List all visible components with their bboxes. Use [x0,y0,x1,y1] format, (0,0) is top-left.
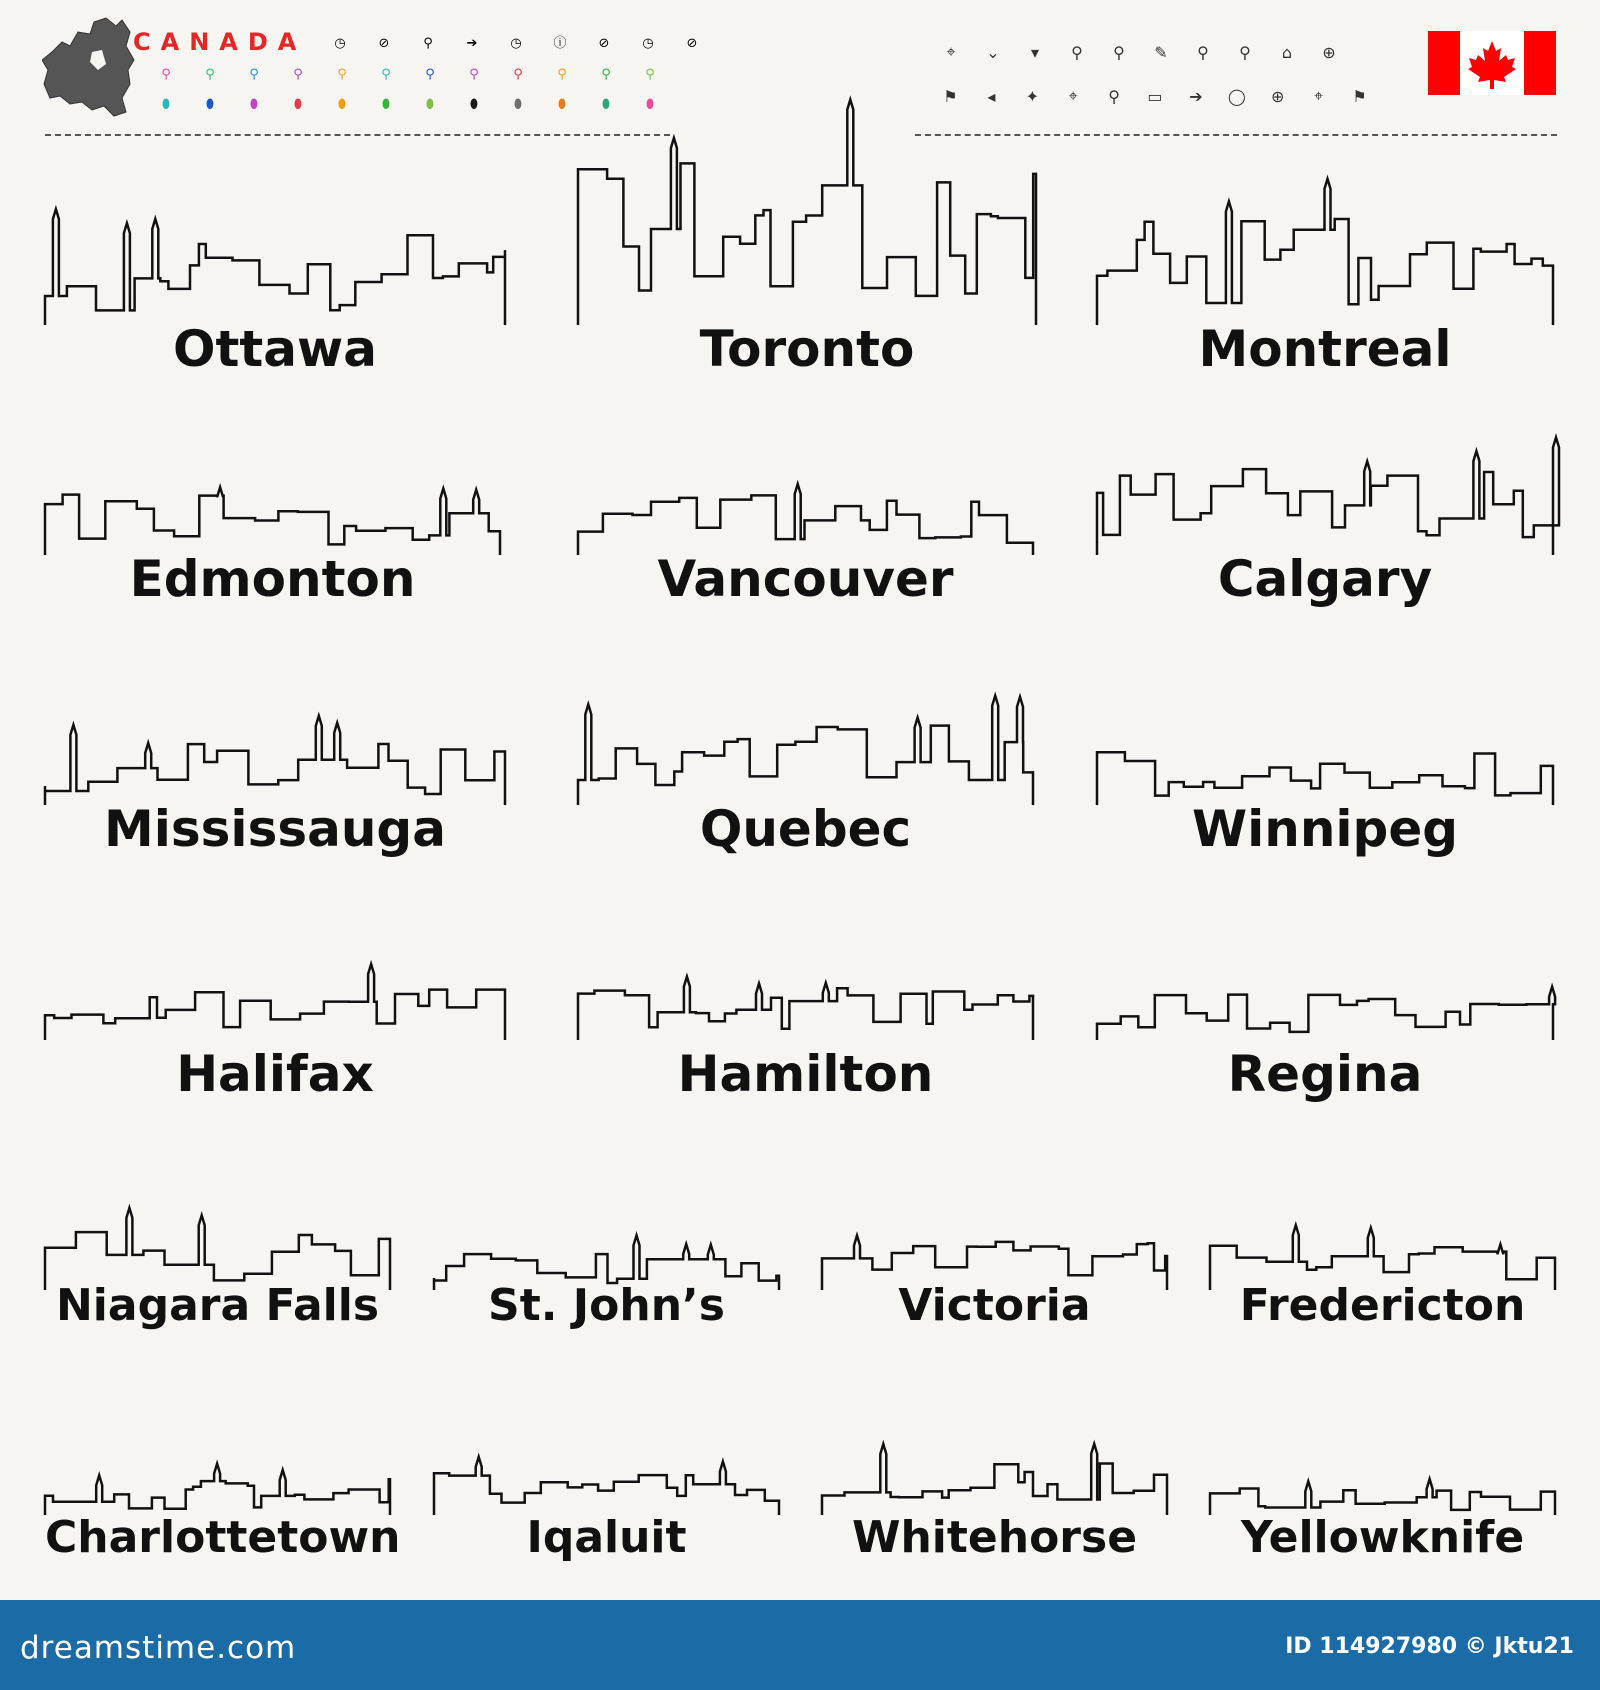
skyline-outline-hamilton [578,955,1033,1040]
city-name-yellowknife: Yellowknife [1240,1512,1525,1563]
location-pin-icon: ⬮ [601,97,611,112]
skyline-path [578,484,1033,555]
pin-icon: ⚲ [1071,42,1083,62]
skyline-path [1097,752,1553,805]
skyline-card-fredericton [1210,1220,1555,1334]
skyline-outline-iqaluit [434,1440,779,1515]
skyline-card-charlottetown [45,1455,401,1566]
skyline-path [45,964,505,1040]
skyline-card-mississauga [45,710,505,860]
clock-icon: ◷ [642,36,654,51]
location-pin-icon: ⚲ [513,67,523,82]
skyline-outline-montreal [1097,160,1553,325]
skyline-card-whitehorse [822,1435,1167,1566]
location-pin-icon: ⚲ [293,67,303,82]
city-name-iqaluit: Iqaluit [526,1512,687,1563]
canada-map-icon [42,12,136,122]
city-name-charlottetown: Charlottetown [45,1512,401,1563]
city-name-niagara-falls: Niagara Falls [55,1280,380,1331]
compass-icon: ⊘ [598,36,610,51]
signpost-icon: ⌖ [1314,86,1324,105]
skyline-outline-victoria [822,1210,1167,1290]
skyline-path [1097,987,1555,1040]
compass-icon: ⊘ [378,36,390,51]
skyline-card-calgary [1097,420,1553,610]
city-name-montreal: Montreal [1198,320,1452,378]
speech-icon: ◯ [1227,86,1246,106]
location-pin-icon: ⬮ [513,97,523,112]
skyline-card-winnipeg [1097,720,1553,860]
skyline-outline-toronto [578,70,1036,325]
skyline-card-halifax [45,960,505,1105]
globe-icon: ⊕ [1271,86,1285,106]
city-name-whitehorse: Whitehorse [851,1512,1138,1563]
home-icon: ⌂ [1281,42,1293,62]
city-name-ottawa: Ottawa [173,320,377,378]
clock-icon: ◷ [334,36,346,51]
chevron-down-icon: ⌄ [986,42,1000,62]
skyline-path [1097,437,1559,555]
arrow-icon: ➔ [1189,86,1203,106]
arrow-icon: ➔ [466,36,478,51]
country-title: CANADA [133,28,307,56]
globe-icon: ⊕ [1322,42,1336,62]
city-name-toronto: Toronto [699,320,915,378]
location-pin-icon: ⚲ [205,67,215,82]
city-name-victoria: Victoria [898,1280,1091,1331]
city-name-hamilton: Hamilton [677,1045,934,1103]
skyline-card-victoria [822,1210,1167,1334]
clock-icon: ◷ [510,36,522,51]
skyline-card-iqaluit [434,1440,779,1566]
location-pin-icon: ⬮ [557,97,567,112]
city-name-calgary: Calgary [1217,550,1433,608]
location-pin-icon: ⚲ [161,67,171,82]
city-name-fredericton: Fredericton [1239,1280,1526,1331]
skyline-card-st-john-s [434,1230,779,1334]
skyline-card-yellowknife [1210,1470,1555,1566]
location-pin-icon: ⬮ [249,97,259,112]
location-pin-icon: ⬮ [645,97,655,112]
city-name-mississauga: Mississauga [104,800,446,858]
skyline-card-toronto [578,70,1036,380]
skyline-path [578,977,1033,1040]
location-pin-icon: ⬮ [161,97,171,112]
skyline-path [822,1444,1167,1515]
skyline-path [45,209,505,325]
skyline-path [1097,179,1553,325]
pin-icon: ⚲ [1113,42,1125,62]
pushpin-icon: ✎ [1154,42,1168,62]
skyline-path [578,696,1033,805]
location-pin-icon: ⚲ [469,67,479,82]
location-pin-icon: ⚲ [381,67,391,82]
signboard-icon: ▭ [1147,86,1163,106]
skyline-outline-quebec [578,680,1033,805]
location-pin-icon: ⬮ [469,97,479,112]
triangle-flag-icon: ◂ [987,86,996,106]
skyline-card-regina [1097,970,1553,1105]
skyline-path [578,100,1036,325]
header-divider-left [45,134,670,136]
location-pin-icon: ⚲ [337,67,347,82]
skyline-outline-ottawa [45,180,505,325]
skyline-outline-yellowknife [1210,1470,1555,1515]
skyline-outline-vancouver [578,450,1033,555]
skyline-outline-charlottetown [45,1455,390,1515]
skyline-path [45,716,505,805]
skyline-path [45,1208,390,1290]
watermark-footer [0,1600,1600,1690]
skyline-card-niagara-falls [45,1200,390,1334]
city-name-st-john-s: St. John’s [488,1280,725,1331]
skyline-path [434,1457,779,1515]
location-pin-icon: ⬮ [205,97,215,112]
location-pin-icon: ⚲ [249,67,259,82]
image-credit: ID 114927980 © Jktu21 [1285,1634,1574,1659]
info-icon: ⓘ [553,36,567,51]
compass-icon: ⊘ [686,36,698,51]
pin-icon: ⚲ [1239,42,1251,62]
city-name-edmonton: Edmonton [129,550,416,608]
location-pin-icon: ⚲ [425,67,435,82]
signpost-icon: ⌖ [1068,86,1078,105]
location-pin-icon: ⚲ [645,67,655,82]
flag-icon: ⚑ [943,86,958,106]
skyline-card-quebec [578,680,1033,860]
city-name-winnipeg: Winnipeg [1191,800,1459,858]
skyline-path [45,1464,390,1515]
pin-icon: ⚲ [1197,42,1209,62]
skyline-outline-calgary [1097,420,1553,555]
city-name-regina: Regina [1227,1045,1423,1103]
city-name-quebec: Quebec [699,800,912,858]
arrow-down-icon: ▾ [1030,42,1040,62]
city-name-vancouver: Vancouver [657,550,954,608]
map-icons-row-1 [930,30,1380,74]
location-pin-icon: ⚲ [601,67,611,82]
location-pin-icon: ⚲ [557,67,567,82]
flag-icon: ⚑ [1352,86,1367,106]
stock-logo: dreamstime.com [20,1630,297,1666]
skyline-outline-mississauga [45,710,505,805]
city-name-halifax: Halifax [176,1045,374,1103]
location-pin-icon: ⬮ [337,97,347,112]
skyline-outline-whitehorse [822,1435,1167,1515]
skyline-card-hamilton [578,955,1033,1105]
skyline-card-ottawa [45,180,505,380]
skyline-outline-halifax [45,960,505,1040]
skyline-outline-edmonton [45,460,500,555]
skyline-card-montreal [1097,160,1553,380]
skyline-path [1210,1479,1555,1515]
skyline-card-vancouver [578,450,1033,610]
skyline-outline-regina [1097,970,1553,1040]
star-icon: ✦ [1025,86,1039,106]
skyline-card-edmonton [45,460,500,610]
location-pin-icon: ⬮ [425,97,435,112]
pin-icon: ⚲ [423,36,433,51]
signpost-icon: ⌖ [946,42,956,61]
skyline-outline-niagara-falls [45,1200,390,1290]
skyline-outline-winnipeg [1097,720,1553,805]
location-pin-icon: ⬮ [293,97,303,112]
canada-flag-icon [1428,31,1556,95]
location-pin-icon: ⬮ [381,97,391,112]
pin-icon: ⚲ [1108,86,1120,106]
top-icon-row [318,36,714,52]
skyline-path [45,487,500,555]
